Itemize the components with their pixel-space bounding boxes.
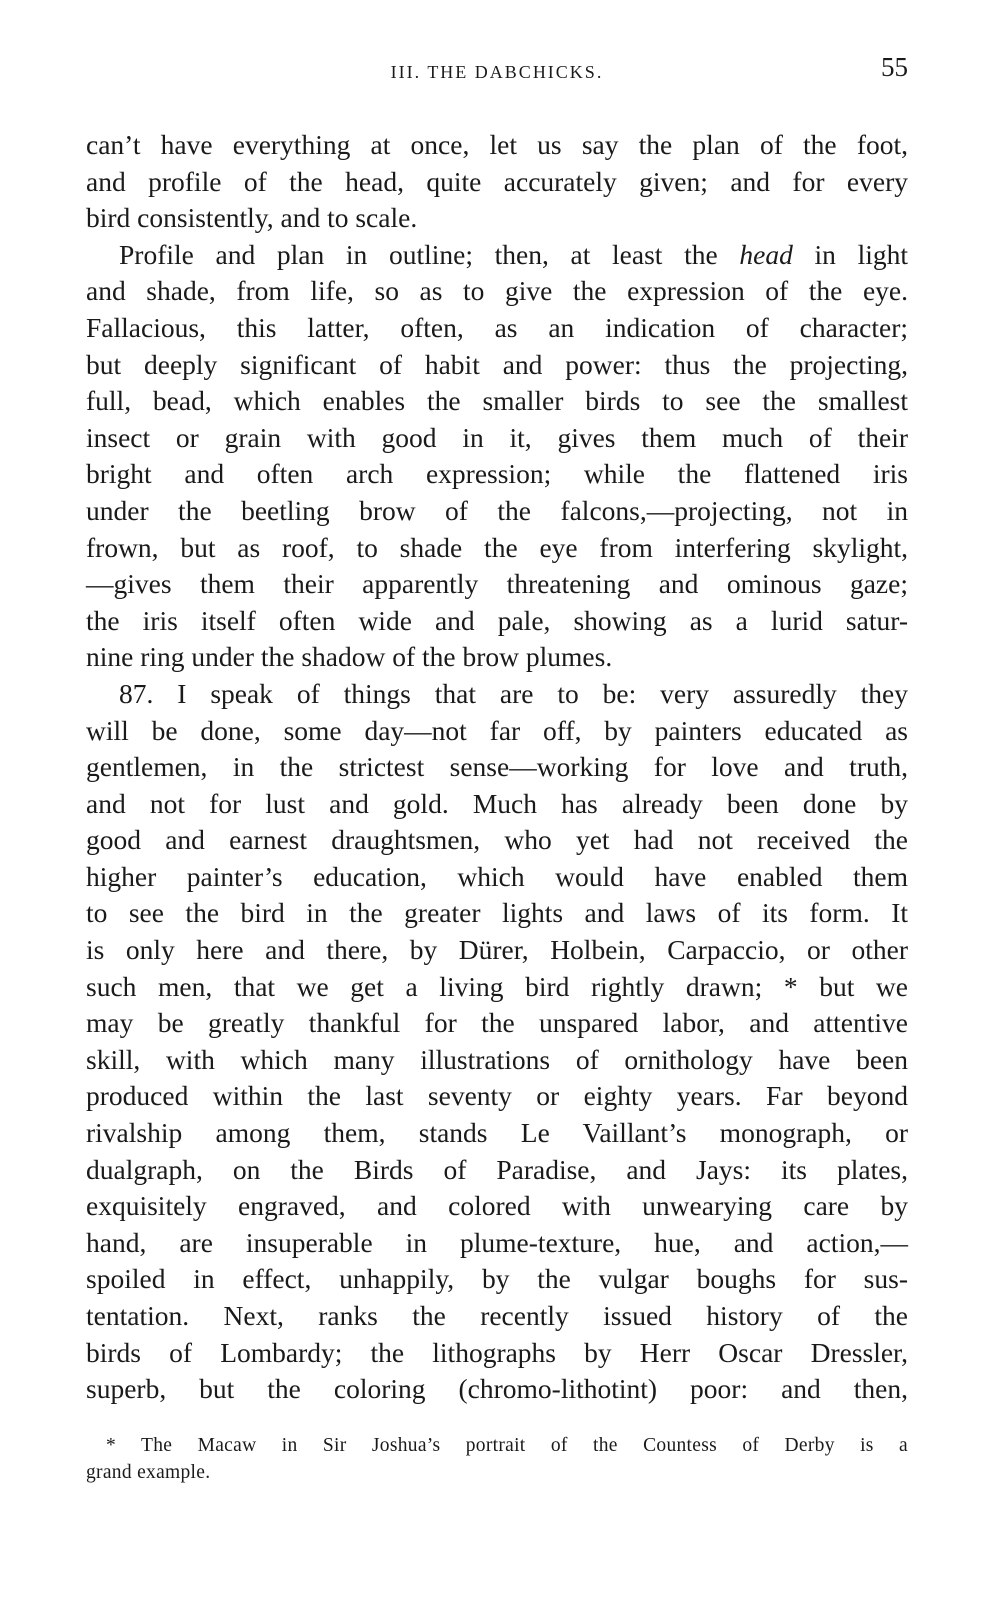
text-line: insect or grain with good in it, gives them much of their — [86, 421, 908, 453]
text-line: bird consistently, and to scale. — [86, 202, 418, 234]
text-run: in light — [792, 238, 908, 270]
text-line: spoiled in effect, unhappily, by the vulgar boughs for sus- — [86, 1263, 908, 1295]
text-line: but deeply significant of habit and power: thus the projecting, — [86, 348, 908, 380]
text-line: full, bead, which enables the smaller birds to see the smallest — [86, 385, 908, 417]
text-line — [86, 237, 908, 274]
text-line: 87. I speak of things that are to be: very assuredly they — [119, 677, 908, 709]
text-line: rivalship among them, stands Le Vaillant’s monograph, or — [86, 1117, 908, 1149]
text-line: dualgraph, on the Birds of Paradise, and Jays: its plates, — [86, 1153, 908, 1185]
text-line: —gives them their apparently threatening and ominous gaze; — [86, 568, 908, 600]
running-head — [86, 52, 908, 92]
text-line: hand, are insuperable in plume-texture, hue, and action,— — [86, 1226, 908, 1258]
text-run: Profile and plan in outline; then, at least the — [119, 238, 740, 270]
text-line: is only here and there, by Dürer, Holbein, Carpaccio, or other — [86, 934, 908, 966]
body-text — [86, 127, 908, 1408]
text-line: such men, that we get a living bird rightly drawn; * but we — [86, 970, 908, 1002]
text-line: frown, but as roof, to shade the eye from interfering skylight, — [86, 531, 908, 563]
text-line: may be greatly thankful for the unspared labor, and attentive — [86, 1007, 908, 1039]
footnote-line: * The Macaw in Sir Joshua’s portrait of the Countess of Derby is a — [106, 1435, 908, 1456]
text-line: and shade, from life, so as to give the expression of the eye. — [86, 275, 908, 307]
text-line: will be done, some day—not far off, by painters educated as — [86, 714, 908, 746]
text-line: and profile of the head, quite accurately given; and for every — [86, 165, 908, 197]
text-line: skill, with which many illustrations of ornithology have been — [86, 1043, 908, 1075]
text-line: Fallacious, this latter, often, as an indication of character; — [86, 311, 908, 343]
text-line: superb, but the coloring (chromo-lithotint) poor: and then, — [86, 1373, 908, 1405]
text-line: birds of Lombardy; the lithographs by Herr Oscar Dressler, — [86, 1336, 908, 1368]
text-line: higher painter’s education, which would have enabled them — [86, 860, 908, 892]
italic-word: head — [739, 238, 793, 270]
text-line: under the beetling brow of the falcons,—projecting, not in — [86, 494, 908, 526]
text-line: the iris itself often wide and pale, showing as a lurid satur- — [86, 604, 908, 636]
running-title: III. THE DABCHICKS. — [390, 62, 604, 82]
text-line: gentlemen, in the strictest sense—working for love and truth, — [86, 751, 908, 783]
footnote — [86, 1432, 908, 1486]
text-line: bright and often arch expression; while the flattened iris — [86, 458, 908, 490]
text-line: to see the bird in the greater lights and laws of its form. It — [86, 897, 908, 929]
text-line: exquisitely engraved, and colored with unwearying care by — [86, 1190, 908, 1222]
text-line: produced within the last seventy or eighty years. Far beyond — [86, 1080, 908, 1112]
text-line: nine ring under the shadow of the brow plumes. — [86, 641, 613, 673]
page-number: 55 — [881, 52, 908, 82]
text-line: can’t have everything at once, let us say the plan of the foot, — [86, 129, 908, 160]
footnote-line: grand example. — [86, 1462, 211, 1483]
text-line: tentation. Next, ranks the recently issued history of the — [86, 1300, 908, 1331]
text-line: and not for lust and gold. Much has already been done by — [86, 787, 908, 819]
text-line: good and earnest draughtsmen, who yet had not received the — [86, 824, 908, 856]
